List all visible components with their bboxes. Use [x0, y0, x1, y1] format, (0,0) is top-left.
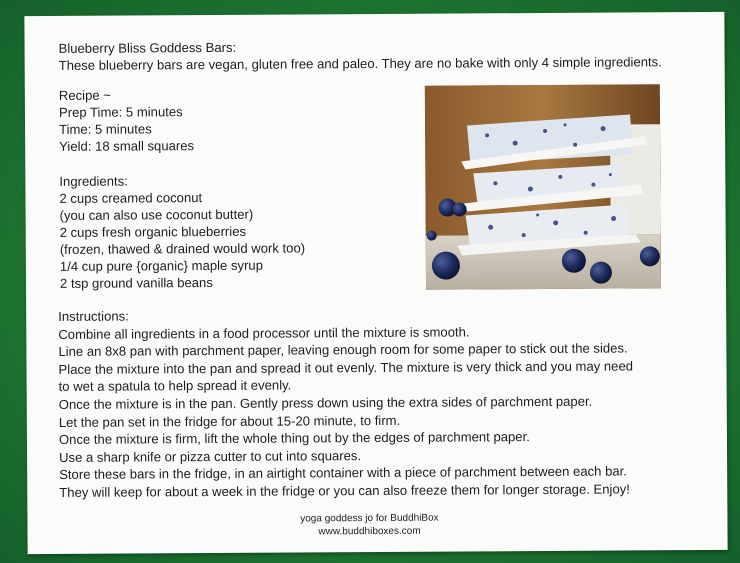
ingredients-block: [59, 171, 305, 291]
footer-website: www.buddhiboxes.com: [318, 525, 421, 538]
ingredient-item: 2 cups fresh organic blueberries: [59, 223, 247, 240]
ingredient-item: 1/4 cup pure {organic} maple syrup: [59, 257, 264, 274]
recipe-card: [24, 12, 727, 554]
instruction-line: Once the mixture is in the pan. Gently press down using the extra sides of parchment paper.: [58, 393, 593, 412]
intro-block: [59, 36, 662, 74]
total-time: Time: 5 minutes: [59, 121, 152, 137]
ingredient-item: (frozen, thawed & drained would work too): [59, 240, 306, 257]
instruction-line: to wet a spatula to help spread it evenly.: [58, 377, 292, 395]
instruction-line: Combine all ingredients in a food processor until the mixture is smooth.: [58, 324, 470, 342]
ingredient-item: (you can also use coconut butter): [59, 206, 254, 223]
instruction-line: Let the pan set in the fridge for about 15-20 minute, to firm.: [58, 412, 401, 430]
yield: Yield: 18 small squares: [59, 138, 195, 154]
instruction-line: Place the mixture into the pan and spread it out evenly. The mixture is very thick and you may need: [58, 358, 634, 377]
ingredients-heading: Ingredients:: [59, 173, 128, 189]
recipe-description: These blueberry bars are vegan, gluten free and paleo. They are no bake with only 4 simple ingredients.: [58, 54, 662, 73]
footer-credit: yoga goddess jo for BuddhiBox: [300, 512, 439, 525]
card-footer: [19, 510, 719, 540]
instructions-heading: Instructions:: [58, 308, 129, 324]
instruction-line: They will keep for about a week in the fridge or you can also freeze them for longer storage. Enjoy!: [59, 481, 630, 500]
instruction-line: Once the mixture is firm, lift the whole thing out by the edges of parchment paper.: [58, 429, 530, 448]
instruction-line: Store these bars in the fridge, in an airtight container with a piece of parchment between each bar.: [59, 463, 627, 483]
instruction-line: Use a sharp knife or pizza cutter to cut into squares.: [59, 447, 362, 465]
blueberry-bars-photo: [425, 84, 661, 289]
recipe-title: Blueberry Bliss Goddess Bars:: [58, 39, 237, 56]
ingredient-item: 2 tsp ground vanilla beans: [59, 274, 213, 291]
blueberry-bars-image: [425, 84, 661, 289]
recipe-info-block: [59, 86, 194, 155]
recipe-heading: Recipe ~: [58, 87, 111, 103]
prep-time: Prep Time: 5 minutes: [58, 104, 183, 120]
instructions-block: [58, 304, 634, 501]
instruction-line: Line an 8x8 pan with parchment paper, leaving enough room for some paper to stick out the sides.: [58, 340, 628, 360]
ingredient-item: 2 cups creamed coconut: [59, 190, 203, 206]
